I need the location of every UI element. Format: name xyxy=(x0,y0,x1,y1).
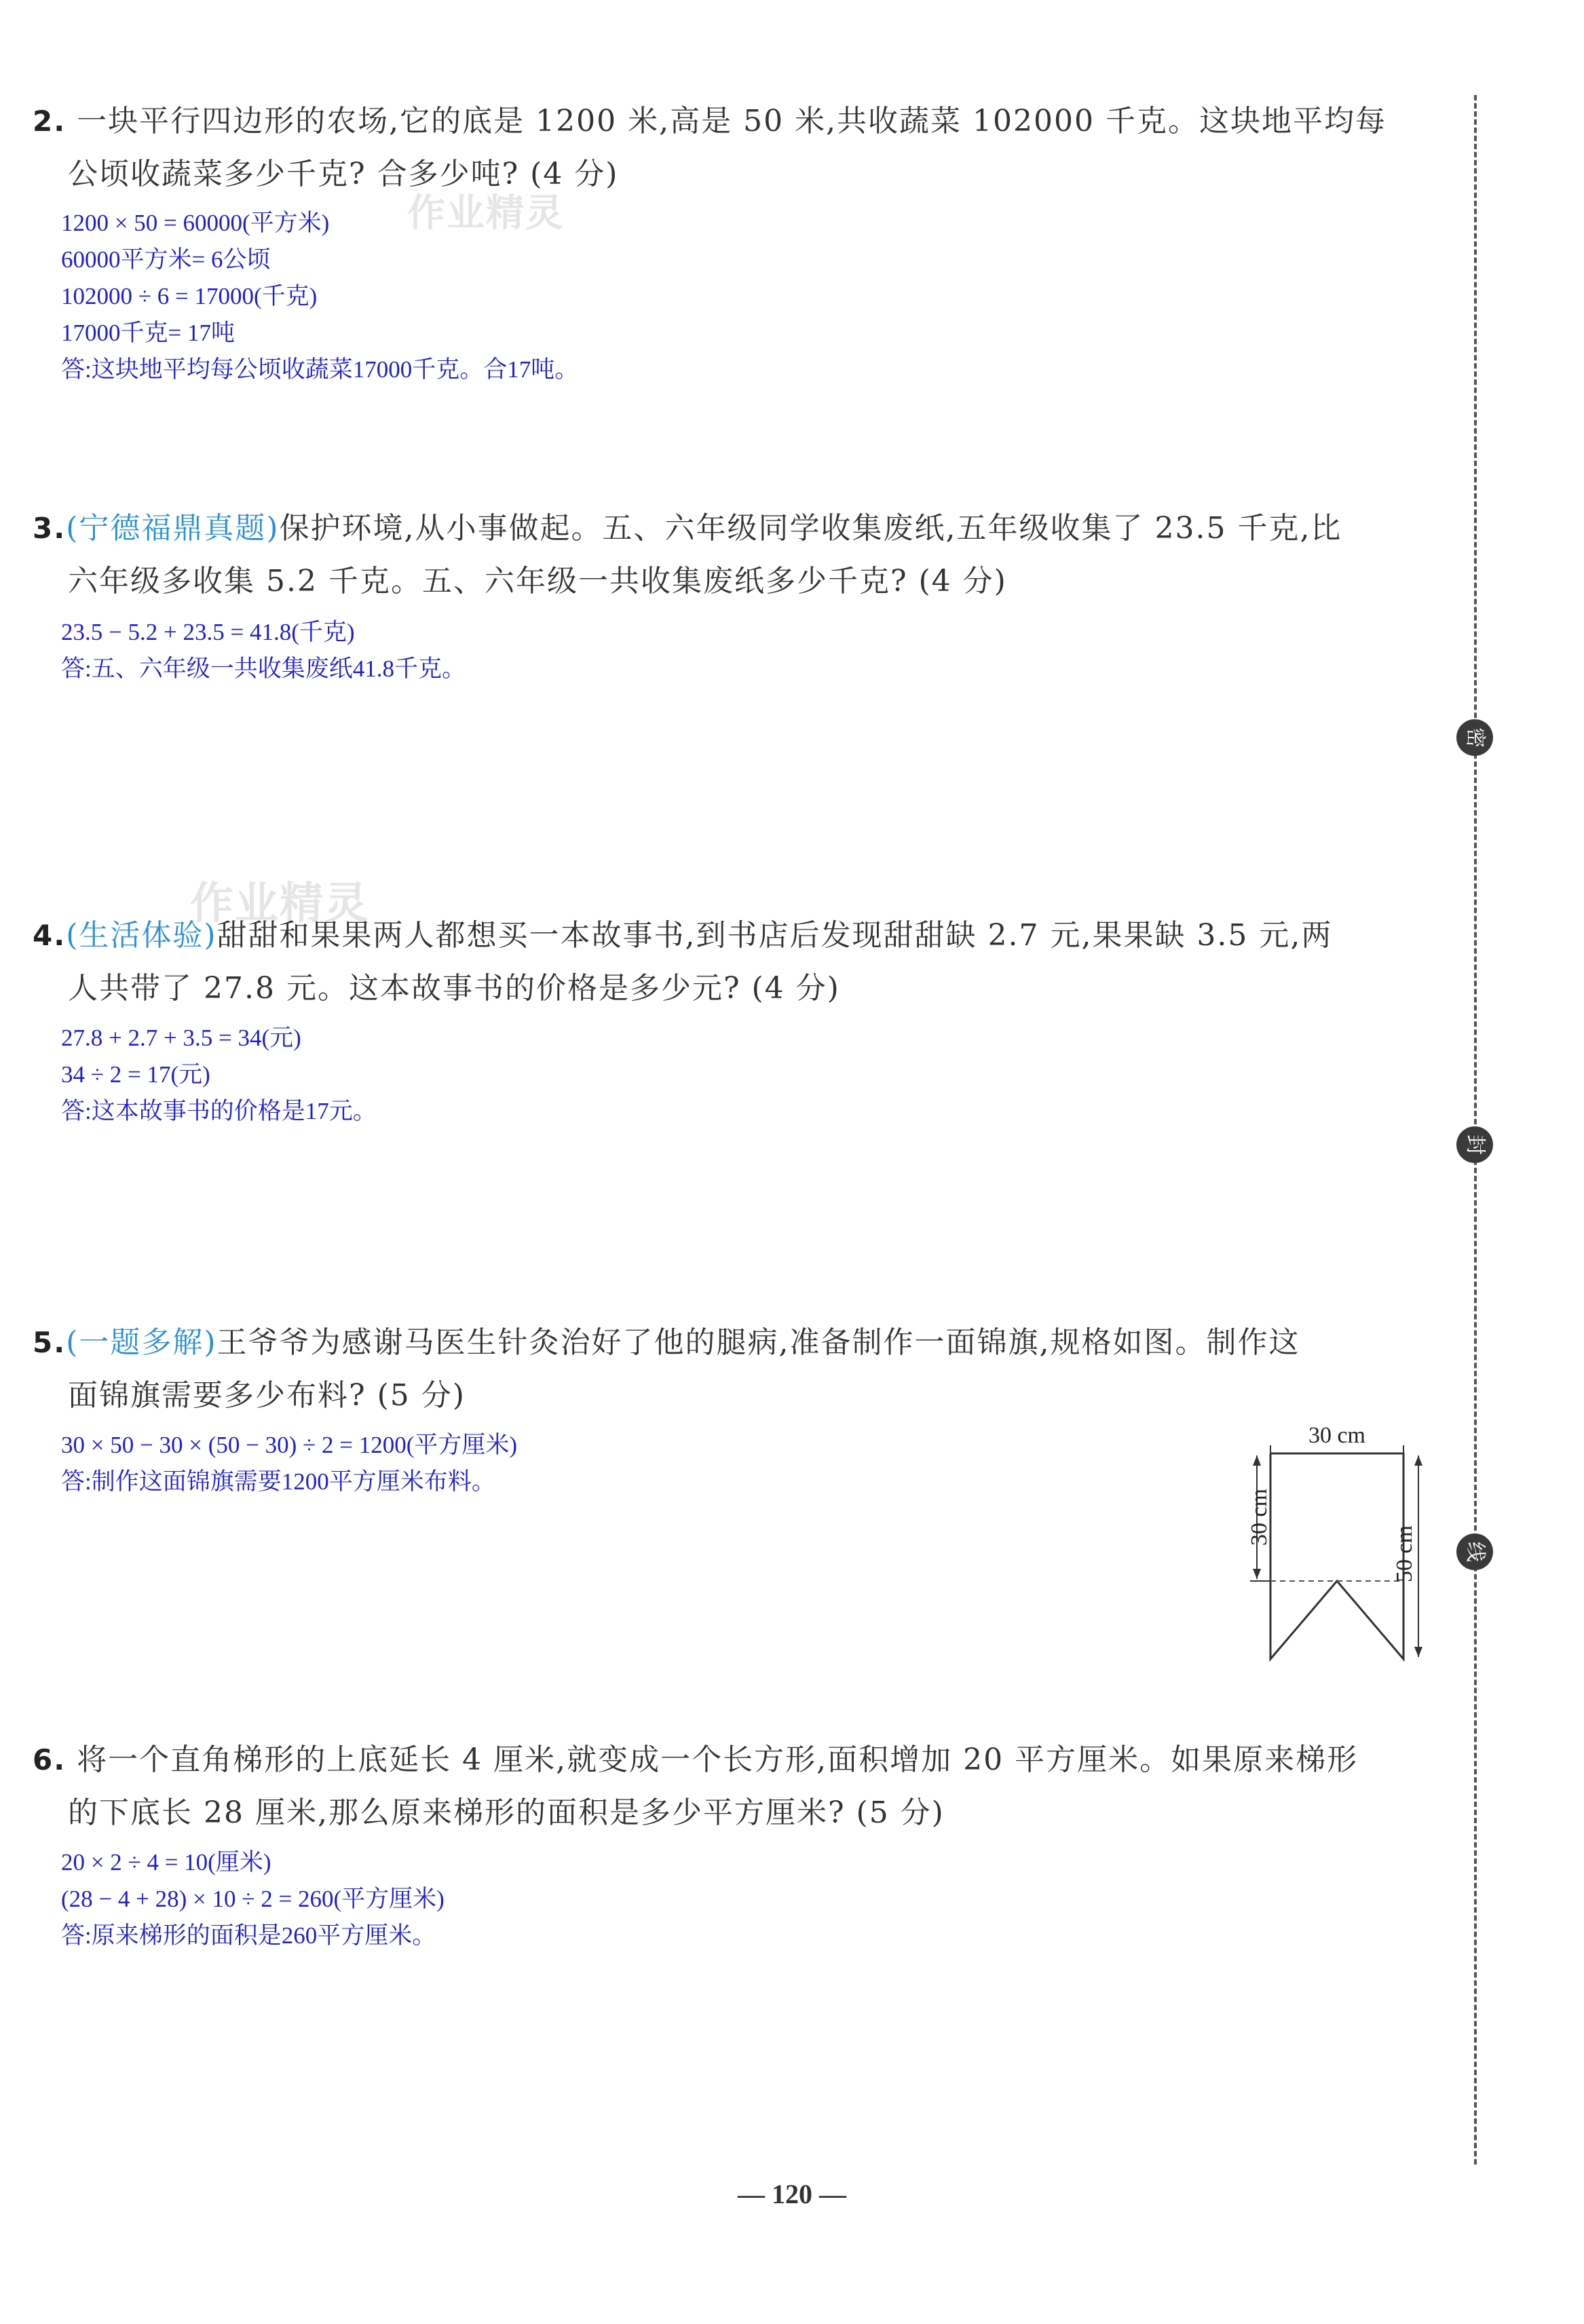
stem-line-2: 面锦旗需要多少布料? (5 分) xyxy=(68,1378,466,1413)
side-mark-mi: 密 xyxy=(1456,719,1493,756)
answer-block xyxy=(61,205,1215,388)
problem-tag: (宁德福鼎真题) xyxy=(66,511,280,546)
pennant-outline xyxy=(1270,1453,1403,1659)
problem-stem xyxy=(33,95,1451,201)
answer-block xyxy=(61,614,1215,687)
stem-line-1: 王爷爷为感谢马医生针灸治好了他的腿病,准备制作一面锦旗,规格如图。制作这 xyxy=(216,1325,1300,1360)
answer-line: 答:五、六年级一共收集废纸41.8千克。 xyxy=(61,655,466,682)
answer-line: 30 × 50 − 30 × (50 − 30) ÷ 2 = 1200(平方厘米) xyxy=(61,1432,518,1458)
stem-line-1: 一块平行四边形的农场,它的底是 1200 米,高是 50 米,共收蔬菜 102000 千克。这块地平均每 xyxy=(77,104,1387,138)
arrow-head xyxy=(1414,1455,1422,1466)
problem-stem xyxy=(33,1316,1451,1422)
answer-line: 答:制作这面锦旗需要1200平方厘米布料。 xyxy=(61,1468,495,1495)
answer-line: 34 ÷ 2 = 17(元) xyxy=(61,1061,210,1088)
problem-number: 6. xyxy=(33,1743,67,1776)
stem-line-2: 人共带了 27.8 元。这本故事书的价格是多少元? (4 分) xyxy=(68,971,840,1006)
stem-line-1: 甜甜和果果两人都想买一本故事书,到书店后发现甜甜缺 2.7 元,果果缺 3.5 元,两 xyxy=(216,918,1333,953)
answer-line: 102000 ÷ 6 = 17000(千克) xyxy=(61,283,318,309)
page-number: — 120 — xyxy=(738,2179,846,2209)
answer-line: 答:原来梯形的面积是260平方厘米。 xyxy=(61,1922,436,1949)
side-mark-feng: 封 xyxy=(1456,1126,1493,1163)
answer-line: 17000千克= 17吨 xyxy=(61,320,235,346)
answer-line: 60000平方米= 6公顷 xyxy=(61,246,271,273)
problem-tag: (一题多解) xyxy=(66,1325,217,1360)
answer-line: 27.8 + 2.7 + 3.5 = 34(元) xyxy=(61,1025,301,1051)
watermark: 作业精灵 xyxy=(190,879,369,929)
answer-line: 20 × 2 ÷ 4 = 10(厘米) xyxy=(61,1849,271,1875)
problem-stem xyxy=(33,502,1451,608)
arrow-head xyxy=(1253,1569,1261,1579)
answer-line: 23.5 − 5.2 + 23.5 = 41.8(千克) xyxy=(61,619,355,645)
answer-line: 1200 × 50 = 60000(平方米) xyxy=(61,210,330,236)
problem-number: 4. xyxy=(33,919,67,952)
stem-line-2: 六年级多收集 5.2 千克。五、六年级一共收集废纸多少千克? (4 分) xyxy=(68,564,1007,598)
arrow-head xyxy=(1414,1647,1422,1657)
problem-tag: (生活体验) xyxy=(66,918,217,953)
answer-block xyxy=(61,1427,1215,1500)
answer-block xyxy=(61,1844,1215,1954)
answer-block xyxy=(61,1020,1215,1130)
problem-number: 5. xyxy=(33,1326,67,1359)
watermark: 作业精灵 xyxy=(407,191,565,235)
stem-line-2: 公顷收蔬菜多少千克? 合多少吨? (4 分) xyxy=(68,157,619,191)
answer-line: 答:这本故事书的价格是17元。 xyxy=(61,1098,377,1124)
problem-stem xyxy=(33,909,1451,1015)
arrow-head xyxy=(1253,1455,1261,1466)
stem-line-2: 的下底长 28 厘米,那么原来梯形的面积是多少平方厘米? (5 分) xyxy=(68,1795,945,1830)
answer-line: (28 − 4 + 28) × 10 ÷ 2 = 260(平方厘米) xyxy=(61,1886,445,1912)
problem-stem xyxy=(33,1734,1451,1840)
stem-line-1: 保护环境,从小事做起。五、六年级同学收集废纸,五年级收集了 23.5 千克,比 xyxy=(279,511,1342,546)
top-dimension-label: 30 cm xyxy=(1308,1423,1366,1448)
problem-number: 3. xyxy=(33,512,67,545)
pennant-figure xyxy=(1242,1418,1446,1669)
stem-line-1: 将一个直角梯形的上底延长 4 厘米,就变成一个长方形,面积增加 20 平方厘米。如果原来梯形 xyxy=(77,1742,1359,1777)
answer-line: 答:这块地平均每公顷收蔬菜17000千克。合17吨。 xyxy=(61,356,579,383)
problem-number: 2. xyxy=(33,104,67,138)
side-mark-xian: 线 xyxy=(1456,1534,1493,1570)
right-dimension-label: 50 cm xyxy=(1392,1525,1417,1583)
left-dimension-label: 30 cm xyxy=(1247,1488,1272,1546)
